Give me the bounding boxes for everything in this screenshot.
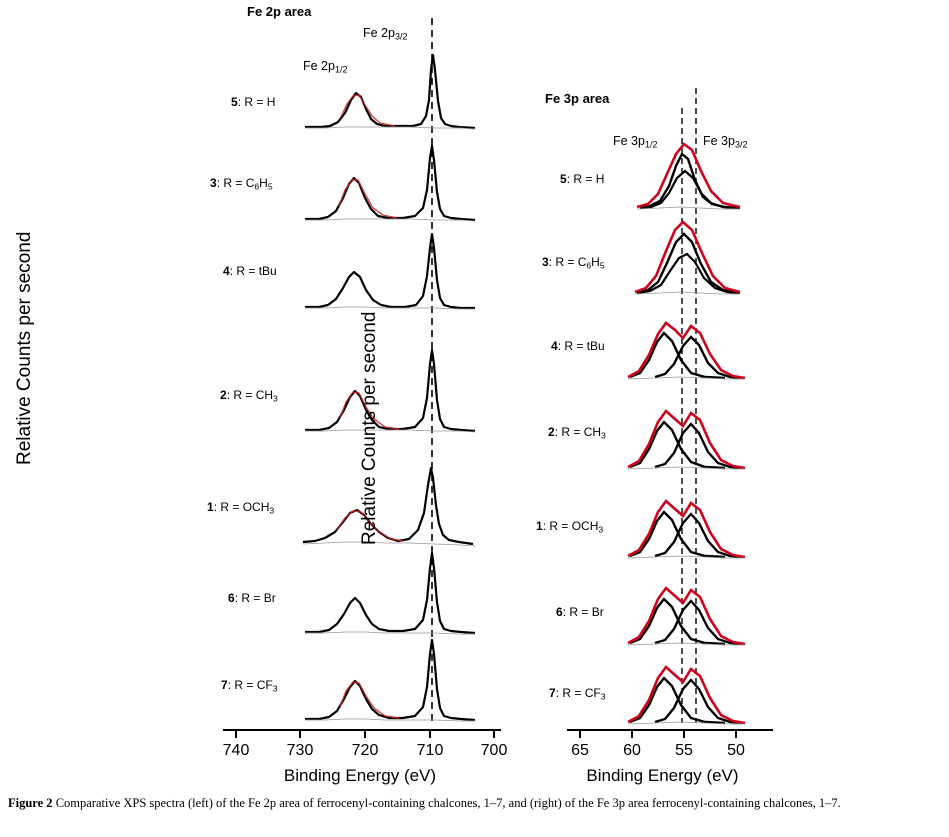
fe3p-3-2-annotation: Fe $3p_{3/2}$ (703, 134, 748, 150)
spectrum-trace-1 (303, 468, 475, 546)
spectrum-trace-4 (305, 234, 475, 309)
fe2p-y-axis-title: Relative Counts per second (14, 231, 35, 465)
fe2p-spectra-plot (195, 8, 515, 748)
fe3p-1-2-annotation: Fe $3p_{1/2}$ (613, 134, 658, 150)
spectrum-trace-4 (628, 323, 745, 379)
trace-label-4: 4: R = tBu (223, 264, 277, 278)
panel-fe3p (536, 0, 845, 790)
spectrum-trace-3 (305, 146, 475, 221)
caption-text: Comparative XPS spectra (left) of the Fe 2p area of ferrocenyl-containing chalcones, 1–7, and (right) of the Fe 3p area ferrocenyl-containing chalcones, 1–7. (55, 796, 841, 810)
fe2p-tick-730: 730 (286, 742, 314, 759)
panel-fe2p (195, 0, 515, 790)
spectrum-trace-3 (635, 222, 740, 294)
fe2p-1-2-annotation: Fe $2p_{1/2}$ (303, 59, 348, 75)
trace-label-3: 3: $R = C_6H_5$ (542, 255, 605, 271)
spectrum-trace-6 (305, 553, 475, 634)
trace-label-4: 4: R = tBu (551, 339, 605, 353)
spectrum-trace-2 (305, 350, 475, 432)
trace-label-2: 2: $R = CH_3$ (220, 388, 278, 404)
spectrum-trace-7 (628, 667, 745, 724)
spectrum-trace-5 (305, 55, 475, 129)
fe3p-tick-60: 60 (623, 742, 641, 759)
spectrum-trace-6 (628, 588, 745, 645)
fe3p-x-axis-title: Binding Energy (eV) (586, 766, 739, 785)
fe2p-tick-740: 740 (222, 742, 250, 759)
fe2p-tick-720: 720 (351, 742, 379, 759)
fe2p-3-2-annotation: Fe $2p_{3/2}$ (363, 26, 408, 42)
trace-label-6: 6: R = Br (228, 591, 276, 605)
trace-label-2: 2: $R = CH_3$ (548, 425, 606, 441)
fe2p-x-axis-title: Binding Energy (eV) (283, 766, 437, 785)
trace-label-1: 1: $R = OCH_3$ (207, 500, 275, 516)
fe3p-tick-65: 65 (571, 742, 589, 759)
fe2p-tick-700: 700 (480, 742, 508, 759)
spectrum-trace-1 (628, 501, 745, 558)
trace-label-1: 1: $R = OCH_3$ (536, 519, 604, 535)
caption-label: Figure 2 (8, 796, 53, 810)
fe3p-tick-55: 55 (675, 742, 693, 759)
fe3p-y-axis-title: Relative Counts per second (359, 311, 380, 545)
figure-caption (8, 795, 938, 812)
trace-label-6: 6: R = Br (556, 605, 604, 619)
trace-label-5: 5: R = H (231, 95, 276, 109)
fe2p-tick-710: 710 (416, 742, 444, 759)
trace-label-7: 7: $R = CF_3$ (221, 678, 278, 694)
spectrum-trace-7 (305, 640, 475, 721)
panel-fe3p-title: Fe 3p area (545, 91, 610, 106)
spectrum-trace-5 (637, 144, 740, 209)
trace-label-5: 5: R = H (560, 172, 605, 186)
fe3p-spectra-plot (545, 8, 845, 748)
fe3p-tick-50: 50 (727, 742, 745, 759)
panel-fe2p-title: Fe 2p area (247, 4, 312, 19)
trace-label-3: 3: $R = C_6H_5$ (210, 176, 273, 192)
trace-label-7: 7: $R = CF_3$ (549, 686, 606, 702)
spectrum-trace-2 (628, 411, 745, 469)
